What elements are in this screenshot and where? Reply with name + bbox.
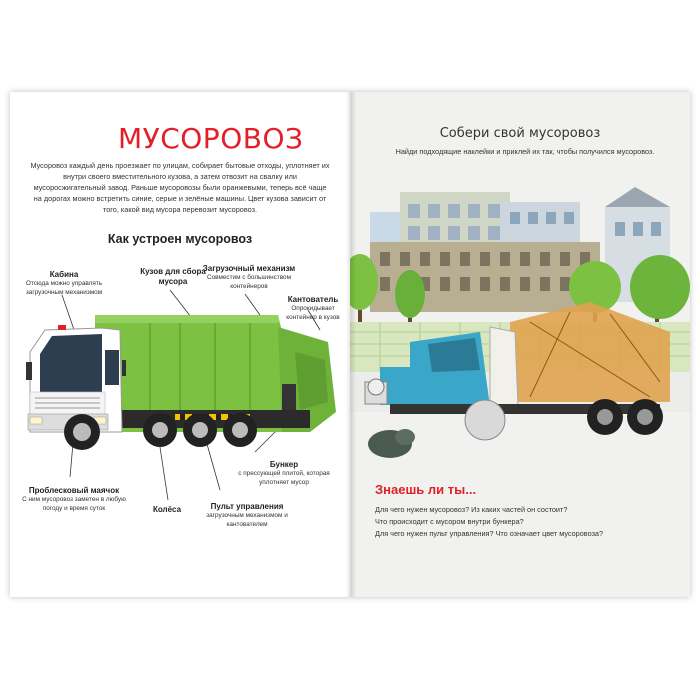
section-subtitle: Как устроен мусоровоз xyxy=(107,232,253,246)
label-cabin: Кабина Отсюда можно управлять загрузочным механизмом xyxy=(25,270,103,296)
right-page xyxy=(350,92,690,597)
page-title: МУСОРОВОЗ xyxy=(118,122,304,155)
label-body: Кузов для сбора мусора xyxy=(140,267,206,286)
did-you-know-title: Знаешь ли ты... xyxy=(375,482,477,497)
question-item: Для чего нужен мусоровоз? Из каких частей он состоит? xyxy=(375,505,568,514)
intro-text: Мусоровоз каждый день проезжает по улицам, собирает бытовые отходы, уплотняет их внутри своего вместительного кузова, а затем отвозит на свалку или мусоросжигательный завод. Раньше мусоровозы были оранжевыми, теперь всё чаще на дорогах можно встретить синие, серые и зелёные машины. Цвет кузова зависит от того, какой вид мусора перевозит мусоровоз. xyxy=(30,161,330,214)
question-item: Для чего нужен пульт управления? Что означает цвет мусоровоза? xyxy=(375,529,604,538)
label-wheels: Колёса xyxy=(152,505,182,514)
book-spread xyxy=(10,92,690,597)
label-hopper: Бункер с прессующей плитой, которая уплотняет мусор xyxy=(238,460,330,486)
label-loader: Загрузочный механизм Совместим с большинством контейнеров xyxy=(202,264,296,290)
question-item: Что происходит с мусором внутри бункера? xyxy=(375,517,524,526)
sticker-title: Собери свой мусоровоз xyxy=(439,126,601,141)
beacon-light xyxy=(58,325,66,330)
label-beacon: Проблесковый маячок С ним мусоровоз заметен в любую погоду и время суток xyxy=(22,486,126,512)
label-panel: Пульт управления загрузочным механизмом и кантователем xyxy=(206,502,288,528)
left-page xyxy=(10,92,350,597)
book-fold-shadow xyxy=(346,92,356,597)
question-list xyxy=(375,504,603,540)
garbage-truck-illustration xyxy=(10,92,350,597)
label-tipper: Кантователь Опрокидывает контейнер в кузов xyxy=(286,295,340,321)
sticker-instructions: Найди подходящие наклейки и приклей их так, чтобы получился мусоровоз. xyxy=(395,147,655,156)
city-scene-illustration xyxy=(350,182,690,482)
wheels xyxy=(64,413,257,450)
